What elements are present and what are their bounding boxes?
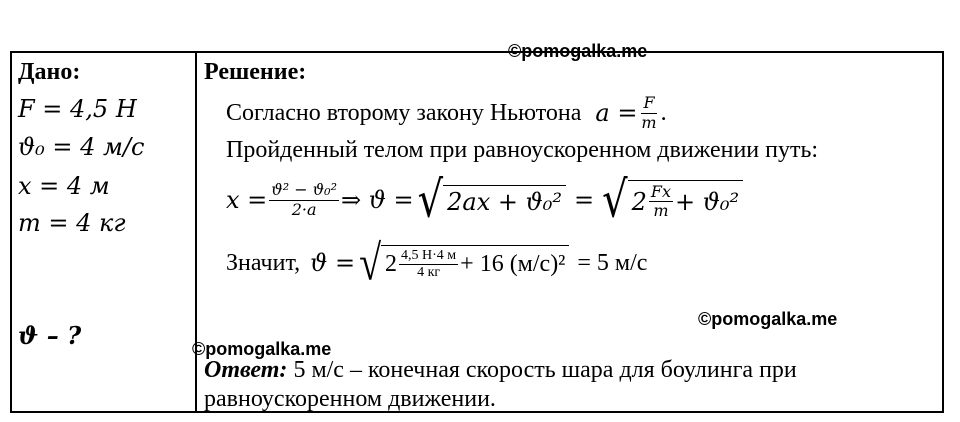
given-initial-velocity: ϑ₀ = 4 м/с: [18, 133, 145, 161]
answer-text: 5 м/с – конечная скорость шара для боулинга при: [287, 357, 797, 383]
root-one-content: 2ax + ϑ₀²: [443, 185, 566, 216]
root-two-content: [628, 180, 744, 221]
root-two-fraction: [649, 183, 673, 221]
numeric-coefficient: 2: [385, 251, 398, 277]
answer-line-2: равноускоренном движении.: [204, 386, 496, 412]
numeric-numerator: 4,5 Н·4 м: [399, 248, 458, 265]
problem-table: [10, 51, 944, 413]
watermark-left: ©pomogalka.me: [192, 339, 332, 359]
root-two: [602, 171, 743, 229]
answer-line-1: [204, 357, 797, 384]
acceleration-lhs: a =: [595, 99, 638, 127]
unknown-velocity: ϑ – ?: [18, 321, 82, 350]
sentence-period: .: [660, 99, 667, 126]
fraction-numerator: F: [643, 93, 655, 113]
radical-sign: √: [359, 234, 382, 291]
fraction-denominator: m: [641, 112, 657, 132]
velocity-lhs: ϑ =: [310, 249, 356, 277]
answer-label: Ответ:: [204, 357, 288, 383]
final-result: = 5 м/с: [577, 249, 648, 276]
numeric-fraction: [399, 248, 458, 281]
radical-sign: √: [417, 171, 444, 229]
given-mass: m = 4 кг: [18, 209, 126, 237]
given-distance: x = 4 м: [18, 172, 110, 200]
distance-denominator: 2·a: [291, 199, 317, 219]
distance-sentence: Пройденный телом при равноускоренном движении путь:: [226, 137, 819, 163]
equals-sign: =: [574, 186, 595, 214]
numeric-root-content: [381, 245, 569, 281]
numeric-result-line: [226, 235, 647, 291]
numeric-root: [359, 234, 569, 291]
watermark-top: ©pomogalka.me: [508, 41, 648, 61]
newton-law-line: [226, 93, 667, 133]
watermark-right: ©pomogalka.me: [698, 309, 838, 329]
distance-fraction: [269, 181, 339, 219]
numeric-tail: + 16 (м/с)²: [460, 251, 566, 277]
therefore-label: Значит,: [226, 249, 301, 276]
implies-velocity: ⇒ ϑ =: [340, 186, 414, 214]
given-heading: Дано:: [18, 59, 81, 85]
distance-numerator: ϑ² − ϑ₀²: [271, 180, 337, 200]
root-two-tail: + ϑ₀²: [675, 187, 740, 216]
given-force: F = 4,5 H: [18, 95, 137, 123]
root-two-numerator: Fx: [650, 181, 672, 201]
velocity-derivation: [226, 173, 743, 227]
solution-heading: Решение:: [204, 59, 307, 85]
numeric-denominator: 4 кг: [417, 265, 441, 280]
root-two-denominator: m: [653, 201, 669, 220]
root-two-coefficient: 2: [631, 187, 647, 216]
force-over-mass-fraction: [639, 94, 658, 132]
radical-sign: √: [602, 171, 628, 229]
distance-lhs: x =: [226, 186, 268, 214]
newton-law-text: Согласно второму закону Ньютона: [226, 99, 582, 126]
root-one: [417, 171, 566, 229]
